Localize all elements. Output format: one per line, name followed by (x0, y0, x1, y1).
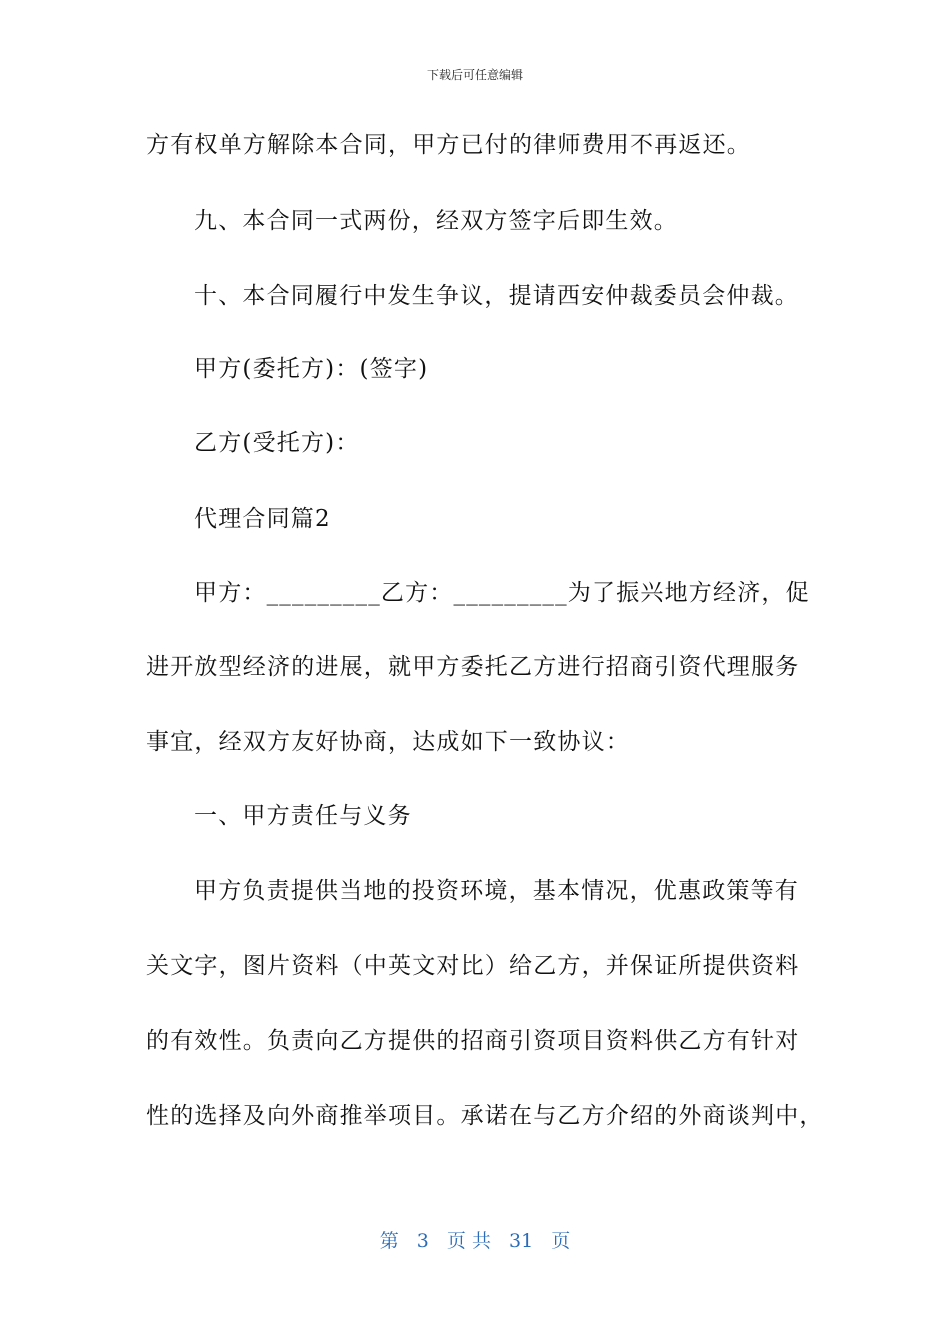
body-line-8: 进开放型经济的进展，就甲方委托乙方进行招商引资代理服务 (146, 654, 800, 680)
body-line-3: 十、本合同履行中发生争议，提请西安仲裁委员会仲裁。 (194, 283, 799, 309)
body-line-14: 性的选择及向外商推举项目。承诺在与乙方介绍的外商谈判中， (146, 1103, 824, 1129)
footer-page-number: 3 (416, 1230, 429, 1252)
body-line-13: 的有效性。负责向乙方提供的招商引资项目资料供乙方有针对 (146, 1028, 800, 1054)
footer-prefix: 第 (379, 1230, 399, 1252)
body-line-12: 关文字，图片资料（中英文对比）给乙方，并保证所提供资料 (146, 953, 800, 979)
section-title: 代理合同篇2 (194, 506, 331, 532)
body-line-11: 甲方负责提供当地的投资环境，基本情况，优惠政策等有 (194, 878, 799, 904)
page-footer (0, 1226, 950, 1253)
footer-suffix: 页 (551, 1230, 571, 1252)
body-line-1: 方有权单方解除本合同，甲方已付的律师费用不再返还。 (146, 132, 751, 158)
body-line-7: 甲方：_________乙方：_________为了振兴地方经济，促 (194, 580, 810, 606)
clause-heading: 一、甲方责任与义务 (194, 803, 412, 829)
page-header: 下载后可任意编辑 (426, 68, 523, 82)
signature-party-b: 乙方(受托方)： (194, 430, 360, 456)
body-line-9: 事宜，经双方友好协商，达成如下一致协议： (146, 729, 630, 755)
footer-total-pages: 31 (509, 1230, 534, 1252)
footer-mid: 页 共 (446, 1230, 491, 1252)
signature-party-a: 甲方(委托方)：(签字) (194, 356, 429, 382)
body-line-2: 九、本合同一式两份，经双方签字后即生效。 (194, 208, 678, 234)
